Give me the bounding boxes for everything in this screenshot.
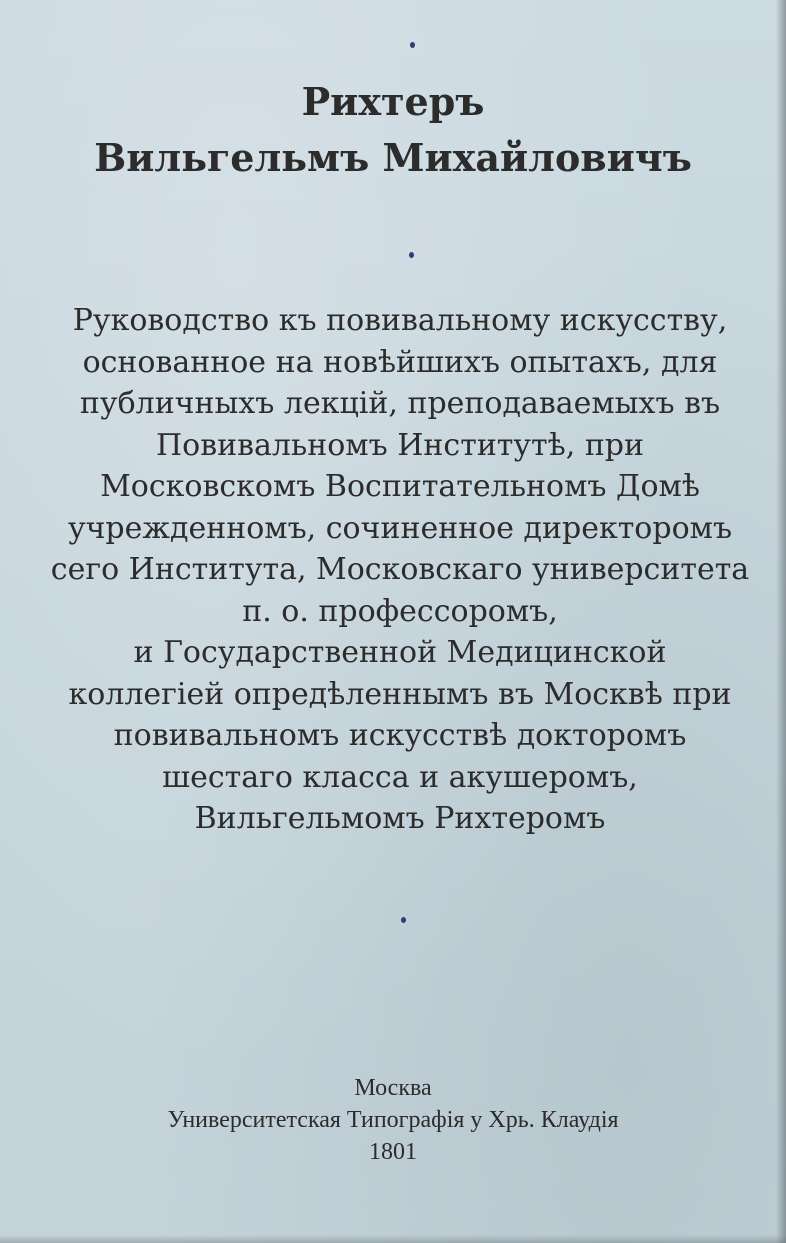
ornament-dot-bottom <box>401 917 406 923</box>
imprint-year: 1801 <box>369 1139 417 1165</box>
author-name <box>0 74 786 186</box>
title-line: публичныхъ лекцій, преподаваемыхъ въ <box>79 386 721 421</box>
imprint <box>0 1072 786 1168</box>
title-line: коллегіей опредѣленнымъ въ Москвѣ при <box>68 676 732 712</box>
author-surname: Рихтеръ <box>301 79 485 124</box>
title-line: п. о. профессоромъ, <box>242 593 558 629</box>
page-edge-shadow-bottom <box>0 1235 786 1243</box>
title-line: учрежденномъ, сочиненное директоромъ <box>67 510 733 546</box>
book-title <box>20 300 780 840</box>
title-line: шестаго класса и акушеромъ, <box>162 759 638 795</box>
title-line: Вильгельмомъ Рихтеромъ <box>194 801 606 836</box>
imprint-city: Москва <box>354 1075 432 1101</box>
title-line: повивальномъ искусствѣ докторомъ <box>113 718 687 753</box>
ornament-dot-top <box>410 42 415 48</box>
ornament-dot-middle <box>409 252 414 258</box>
title-line: Повивальномъ Институтѣ, при <box>155 427 645 463</box>
title-line: и Государственной Медицинской <box>133 635 667 670</box>
title-line: основанное на новѣйшихъ опытахъ, для <box>82 344 718 380</box>
title-line: Московскомъ Воспитательномъ Домѣ <box>100 469 700 504</box>
title-line: Руководство къ повивальному искусству, <box>72 303 728 338</box>
imprint-publisher: Университетская Типографія у Хрь. Клаудія <box>167 1107 619 1133</box>
title-line: сего Института, Московскаго университета <box>50 552 750 587</box>
author-given-names: Вильгельмъ Михайловичъ <box>94 135 692 180</box>
